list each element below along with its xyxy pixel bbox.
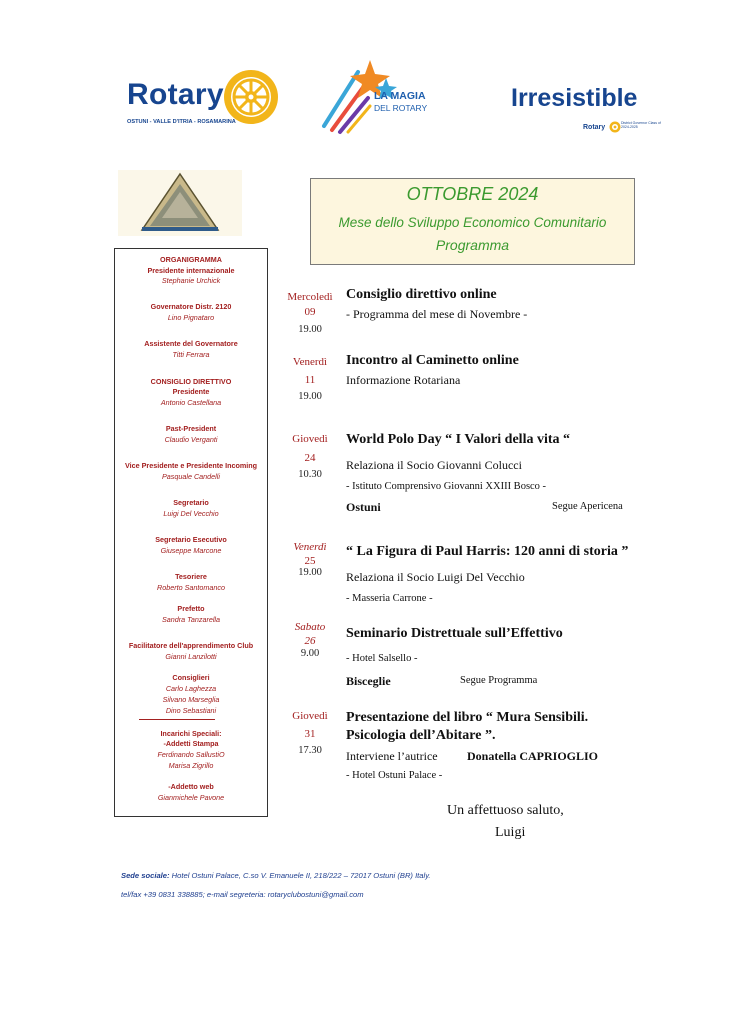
role-label: Segretario Esecutivo (155, 535, 227, 544)
role-name: Gianni Lanzilotti (165, 652, 217, 661)
event-detail: - Programma del mese di Novembre - (346, 307, 528, 321)
role-name: Stephanie Urchick (161, 276, 221, 285)
event-author: Donatella CAPRIOGLIO (467, 749, 599, 763)
event-time: 19.00 (298, 391, 322, 402)
footer-contacts: tel/fax +39 0831 338885; e-mail segreteria: rotaryclubostuni@gmail.com (121, 890, 364, 899)
event-date: 25 (304, 555, 316, 567)
rotary-club-logo (125, 62, 283, 132)
role-label: CONSIGLIO DIRETTIVO (150, 377, 232, 386)
event-time: 19.00 (298, 324, 322, 335)
role-name: Luigi Del Vecchio (163, 509, 219, 518)
role-label-secondary: Presidente (172, 387, 210, 396)
role-name: Gianmichele Pavone (157, 793, 225, 802)
role-name: Ferdinando SallustiO (157, 750, 225, 759)
irresistible-wordmark: Irresistible (511, 84, 638, 112)
closing-greeting: Un affettuoso saluto, (447, 803, 564, 818)
governor-class-text: District Governor Class of 2024-2025 (621, 121, 661, 129)
event-place: Ostuni (346, 500, 381, 514)
role-label: Facilitatore dell'apprendimento Club (128, 641, 254, 650)
role-name: Dino Sebastiani (165, 706, 217, 715)
event-venue: - Hotel Ostuni Palace - (346, 770, 443, 781)
role-name: Lino Pignataro (167, 313, 215, 322)
role-name: Antonio Castellana (160, 398, 222, 407)
event-title: Consiglio direttivo online (346, 287, 497, 302)
event-title: Presentazione del libro “ Mura Sensibili. (346, 710, 589, 725)
event-title-continued: Psicologia dell’Abitare ”. (346, 728, 496, 743)
event-detail: Relaziona il Socio Giovanni Colucci (346, 458, 522, 472)
event-place: Bisceglie (346, 674, 391, 688)
club-crest-image (118, 170, 242, 236)
closing-signature: Luigi (495, 825, 526, 840)
event-day: Giovedì (292, 433, 328, 445)
role-label: Tesoriere (175, 572, 207, 581)
event-date: 26 (304, 635, 316, 647)
role-label: -Addetti Stampa (163, 739, 219, 748)
event-day: Giovedì (292, 710, 328, 722)
irresistible-rotary-text: Rotary (583, 124, 606, 131)
event-note: Segue Programma (460, 675, 538, 686)
event-title: “ La Figura di Paul Harris: 120 anni di storia ” (346, 544, 629, 559)
organigram-sidebar (114, 248, 268, 817)
event-title: Seminario Distrettuale sull’Effettivo (346, 626, 563, 641)
event-time: 17.30 (298, 745, 322, 756)
role-name: Titti Ferrara (172, 350, 210, 359)
rotary-wheel-icon (221, 67, 281, 127)
role-label: Vice Presidente e Presidente Incoming (124, 461, 258, 470)
footer-address-text: Hotel Ostuni Palace, C.so V. Emanuele II, 218/222 – 72017 Ostuni (BR) Italy. (169, 871, 431, 880)
role-label: Segretario (173, 498, 209, 507)
star-burst-icon (318, 42, 450, 136)
organigram-heading: ORGANIGRAMMA (160, 255, 222, 264)
role-label: Assistente del Governatore (144, 339, 238, 348)
role-label: Governatore Distr. 2120 (150, 302, 232, 311)
magia-subtitle: DEL ROTARY (374, 103, 428, 113)
role-name: Giuseppe Marcone (160, 546, 222, 555)
role-label: Prefetto (177, 604, 205, 613)
event-day: Venerdì (292, 356, 328, 368)
event-detail: Informazione Rotariana (346, 373, 461, 387)
sidebar-divider (139, 719, 215, 720)
role-name: Silvano Marseglia (162, 695, 220, 704)
event-date: 31 (304, 728, 316, 740)
event-note: Segue Apericena (552, 501, 623, 512)
month-theme: Mese dello Sviluppo Economico Comunitario (338, 215, 607, 230)
special-roles-heading: Incarichi Speciali: (160, 729, 222, 738)
event-day: Venerdì (293, 541, 327, 553)
rotary-club-subtitle: OSTUNI - VALLE D'ITRIA - ROSAMARINA (127, 119, 236, 125)
role-name: Marisa Zigrillo (168, 761, 214, 770)
event-title: World Polo Day “ I Valori della vita “ (346, 432, 571, 447)
role-label: Past-President (165, 424, 217, 433)
event-time: 10.30 (298, 469, 322, 480)
small-rotary-wheel-icon (609, 121, 621, 133)
event-date: 09 (304, 306, 316, 318)
event-title: Incontro al Caminetto online (346, 353, 519, 368)
magia-title: LA MAGIA (374, 90, 426, 102)
event-detail: Interviene l’autrice (346, 749, 438, 763)
role-label: Consiglieri (172, 673, 210, 682)
event-venue: - Hotel Salsello - (346, 653, 418, 664)
event-detail: Relaziona il Socio Luigi Del Vecchio (346, 570, 525, 584)
triangle-crest-icon (118, 170, 242, 236)
program-title-box (310, 178, 635, 265)
page-title: OTTOBRE 2024 (406, 184, 539, 204)
role-name: Sandra Tanzarella (161, 615, 221, 624)
event-day: Sabato (294, 621, 326, 633)
event-venue: - Masseria Carrone - (346, 593, 433, 604)
program-heading: Programma (435, 237, 510, 253)
footer-address (121, 871, 431, 880)
footer-address-label: Sede sociale: (121, 871, 170, 880)
role-name: Pasquale Candelli (162, 472, 220, 481)
event-date: 24 (304, 452, 316, 464)
magia-del-rotary-logo (318, 42, 450, 136)
role-name: Roberto Santomanco (157, 583, 225, 592)
rotary-wordmark: Rotary (127, 78, 224, 111)
event-time: 19.00 (298, 567, 322, 578)
role-label: -Addetto web (168, 782, 214, 791)
role-name: Carlo Laghezza (165, 684, 217, 693)
role-label: Presidente internazionale (147, 266, 235, 275)
event-date: 11 (304, 374, 316, 386)
event-venue: - Istituto Comprensivo Giovanni XXIII Bosco - (346, 481, 547, 492)
event-day: Mercoledì (287, 291, 333, 303)
role-name: Claudio Verganti (164, 435, 218, 444)
event-time: 9.00 (300, 648, 320, 659)
irresistible-logo (508, 62, 661, 146)
